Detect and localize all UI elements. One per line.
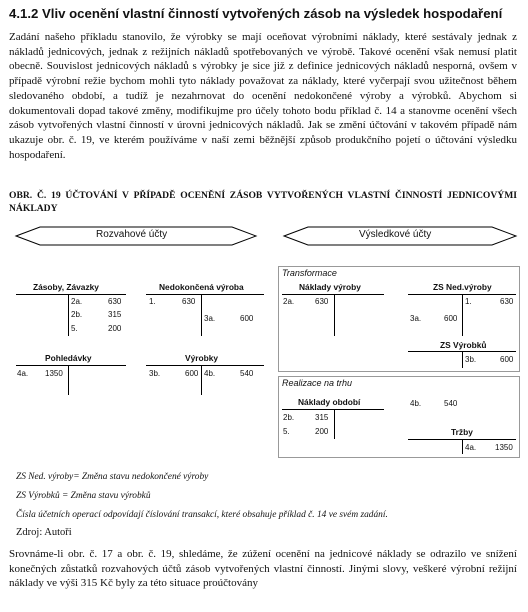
banner-result-accounts: Výsledkové účty [359,229,432,240]
source-line: Zdroj: Autoři [16,527,72,538]
t-account-title: Nedokončená výroba [159,282,244,292]
banner-balance-accounts: Rozvahové účty [96,229,168,240]
t-account-title: ZS Ned.výroby [433,282,492,292]
note-zs-vyrobku: ZS Výrobků = Změna stavu výrobků [16,491,151,501]
section-heading: 4.1.2 Vliv ocenění vlastní činností vytvořených zásob na výsledek hospodaření [9,6,503,21]
entry-4b-amount: 540 [444,399,458,408]
transformace-label: Transformace [282,268,337,278]
intro-paragraph: Zadání našeho příkladu stanovilo, že výrobky se mají oceňovat výrobními náklady, které sestávaly jednak z nákladů jednicových, jednak z režijních nákladů spotřebovaných ve výrobě. Takové ocenění však nemusí platit obecně. Souvislost jednicových nákladů s výrobky je sice již z definice jednicových nákladů nesporná, ovšem v případě výrobní režie bychom mohli tyto náklady považovat za náklady, které vyčerpají svou užitečnost během sledovaného období, a tudíž je nezahrnovat do ocenění nedokončené výroby a výrobků. Abychom si dokumentovali dopad takové změny, modifikujme pro účely tohoto bodu příklad č. 14 a stanovme ocenění všech zásob vytvořených vlastní činností v úrovni jednicových nákladů. Jak se změní účtování v takovém případě nám ukazuje obr. č. 19, ve kterém používáme v naší zemi běžnější způsob produkčního pojetí o účtování výsledku hospodaření. [9,31,517,161]
t-account-title: Výrobky [185,353,219,363]
closing-paragraph: Srovnáme-li obr. č. 17 a obr. č. 19, shledáme, že zúžení ocenění na jednicové náklady se odrazilo ve snížení konečných zůstatků rozvahových účtů zásob vytvořených vlastní činností. Jinými slovy, veškeré výrobní režijní náklady ve výši 315 Kč byly za této situace proúčtovány [9,548,517,590]
t-account-title: Pohledávky [45,353,92,363]
note-zs-ned: ZS Ned. výroby= Změna stavu nedokončené výroby [16,472,209,482]
t-account-title: Náklady období [298,397,361,407]
t-account-title: ZS Výrobků [440,340,487,350]
figure-caption: OBR. Č. 19 ÚČTOVÁNÍ V PŘÍPADĚ OCENĚNÍ ZÁSOB VYTVOŘENÝCH VLASTNÍ ČINNOSTÍ JEDNICOVÝMI NÁKLADY [9,190,517,214]
t-account-title: Zásoby, Závazky [33,282,99,292]
t-account-title: Tržby [451,427,473,437]
note-numbering: Čísla účetních operací odpovídají číslování transakcí, které obsahuje příklad č. 14 ve svém zadání. [16,510,388,520]
t-account-title: Náklady výroby [299,282,361,292]
realizace-label: Realizace na trhu [282,378,353,388]
entry-4b-code: 4b. [410,399,422,408]
